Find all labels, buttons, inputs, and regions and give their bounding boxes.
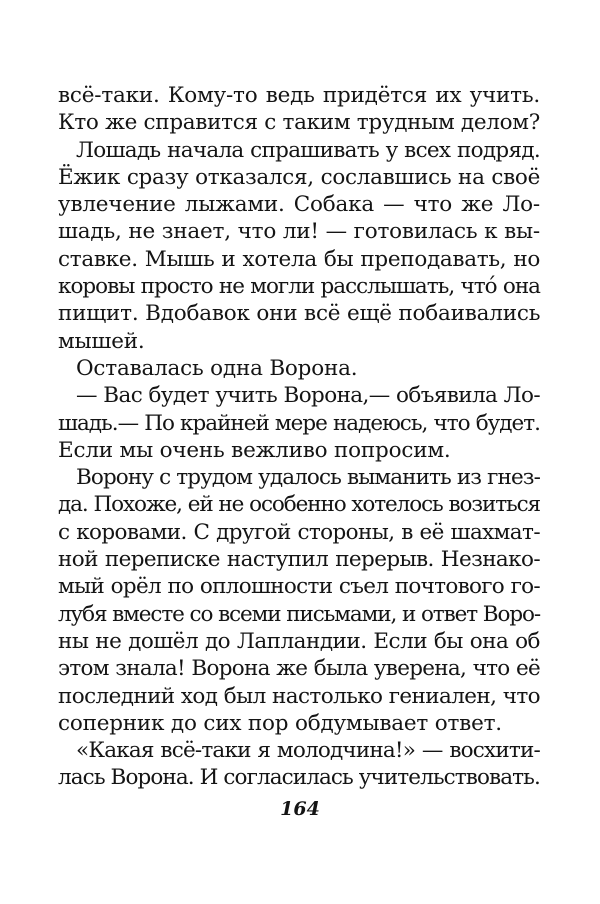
text-line: Ворону с трудом удалось выманить из гнез-: [76, 465, 540, 491]
text-line: лась Ворона. И согласилась учительствовать.: [58, 765, 540, 791]
text-line: коровы просто не могли расслышать, что́ она: [58, 274, 540, 300]
text-line: увлечение лыжами. Собака — что же Ло-: [58, 192, 540, 218]
text-line: да. Похоже, ей не особенно хотелось возиться: [58, 492, 540, 518]
text-line: шадь.— По крайней мере надеюсь, что будет.: [58, 410, 540, 436]
text-line: всё-таки. Кому-то ведь придётся их учить.: [58, 83, 540, 108]
book-page-text: [58, 82, 540, 792]
text-line: ны не дошёл до Лапландии. Если бы она об: [58, 628, 540, 654]
text-line: Оставалась одна Ворона.: [76, 355, 358, 381]
text-line: мый орёл по оплошности съел почтового го-: [58, 574, 540, 600]
text-line: Лошадь начала спрашивать у всех подряд.: [76, 137, 540, 163]
text-line: последний ход был настолько гениален, что: [58, 683, 540, 709]
text-line: Кто же справится с таким трудным делом?: [58, 110, 540, 136]
text-line: Если мы очень вежливо попросим.: [58, 437, 451, 463]
text-line: с коровами. С другой стороны, в её шахмат-: [58, 519, 540, 545]
text-line: Ёжик сразу отказался, сославшись на своё: [58, 164, 540, 190]
text-line: мышей.: [58, 328, 145, 354]
text-line: лубя вместе со всеми письмами, и ответ Воро-: [58, 601, 540, 627]
text-line: ной переписке наступил перерыв. Незнако-: [58, 547, 540, 573]
text-line: — Вас будет учить Ворона,— объявила Ло-: [76, 383, 540, 409]
text-line: соперник до сих пор обдумывает ответ.: [58, 710, 502, 736]
page-number: 164: [280, 798, 320, 820]
text-line: пищит. Вдобавок они всё ещё побаивались: [58, 301, 541, 327]
text-line: ставке. Мышь и хотела бы преподавать, но: [58, 246, 540, 272]
text-line: «Какая всё-таки я молодчина!» — восхити-: [76, 738, 540, 764]
text-line: этом знала! Ворона же была уверена, что её: [58, 656, 540, 682]
text-line: шадь, не знает, что ли! — готовилась к вы-: [58, 219, 540, 245]
